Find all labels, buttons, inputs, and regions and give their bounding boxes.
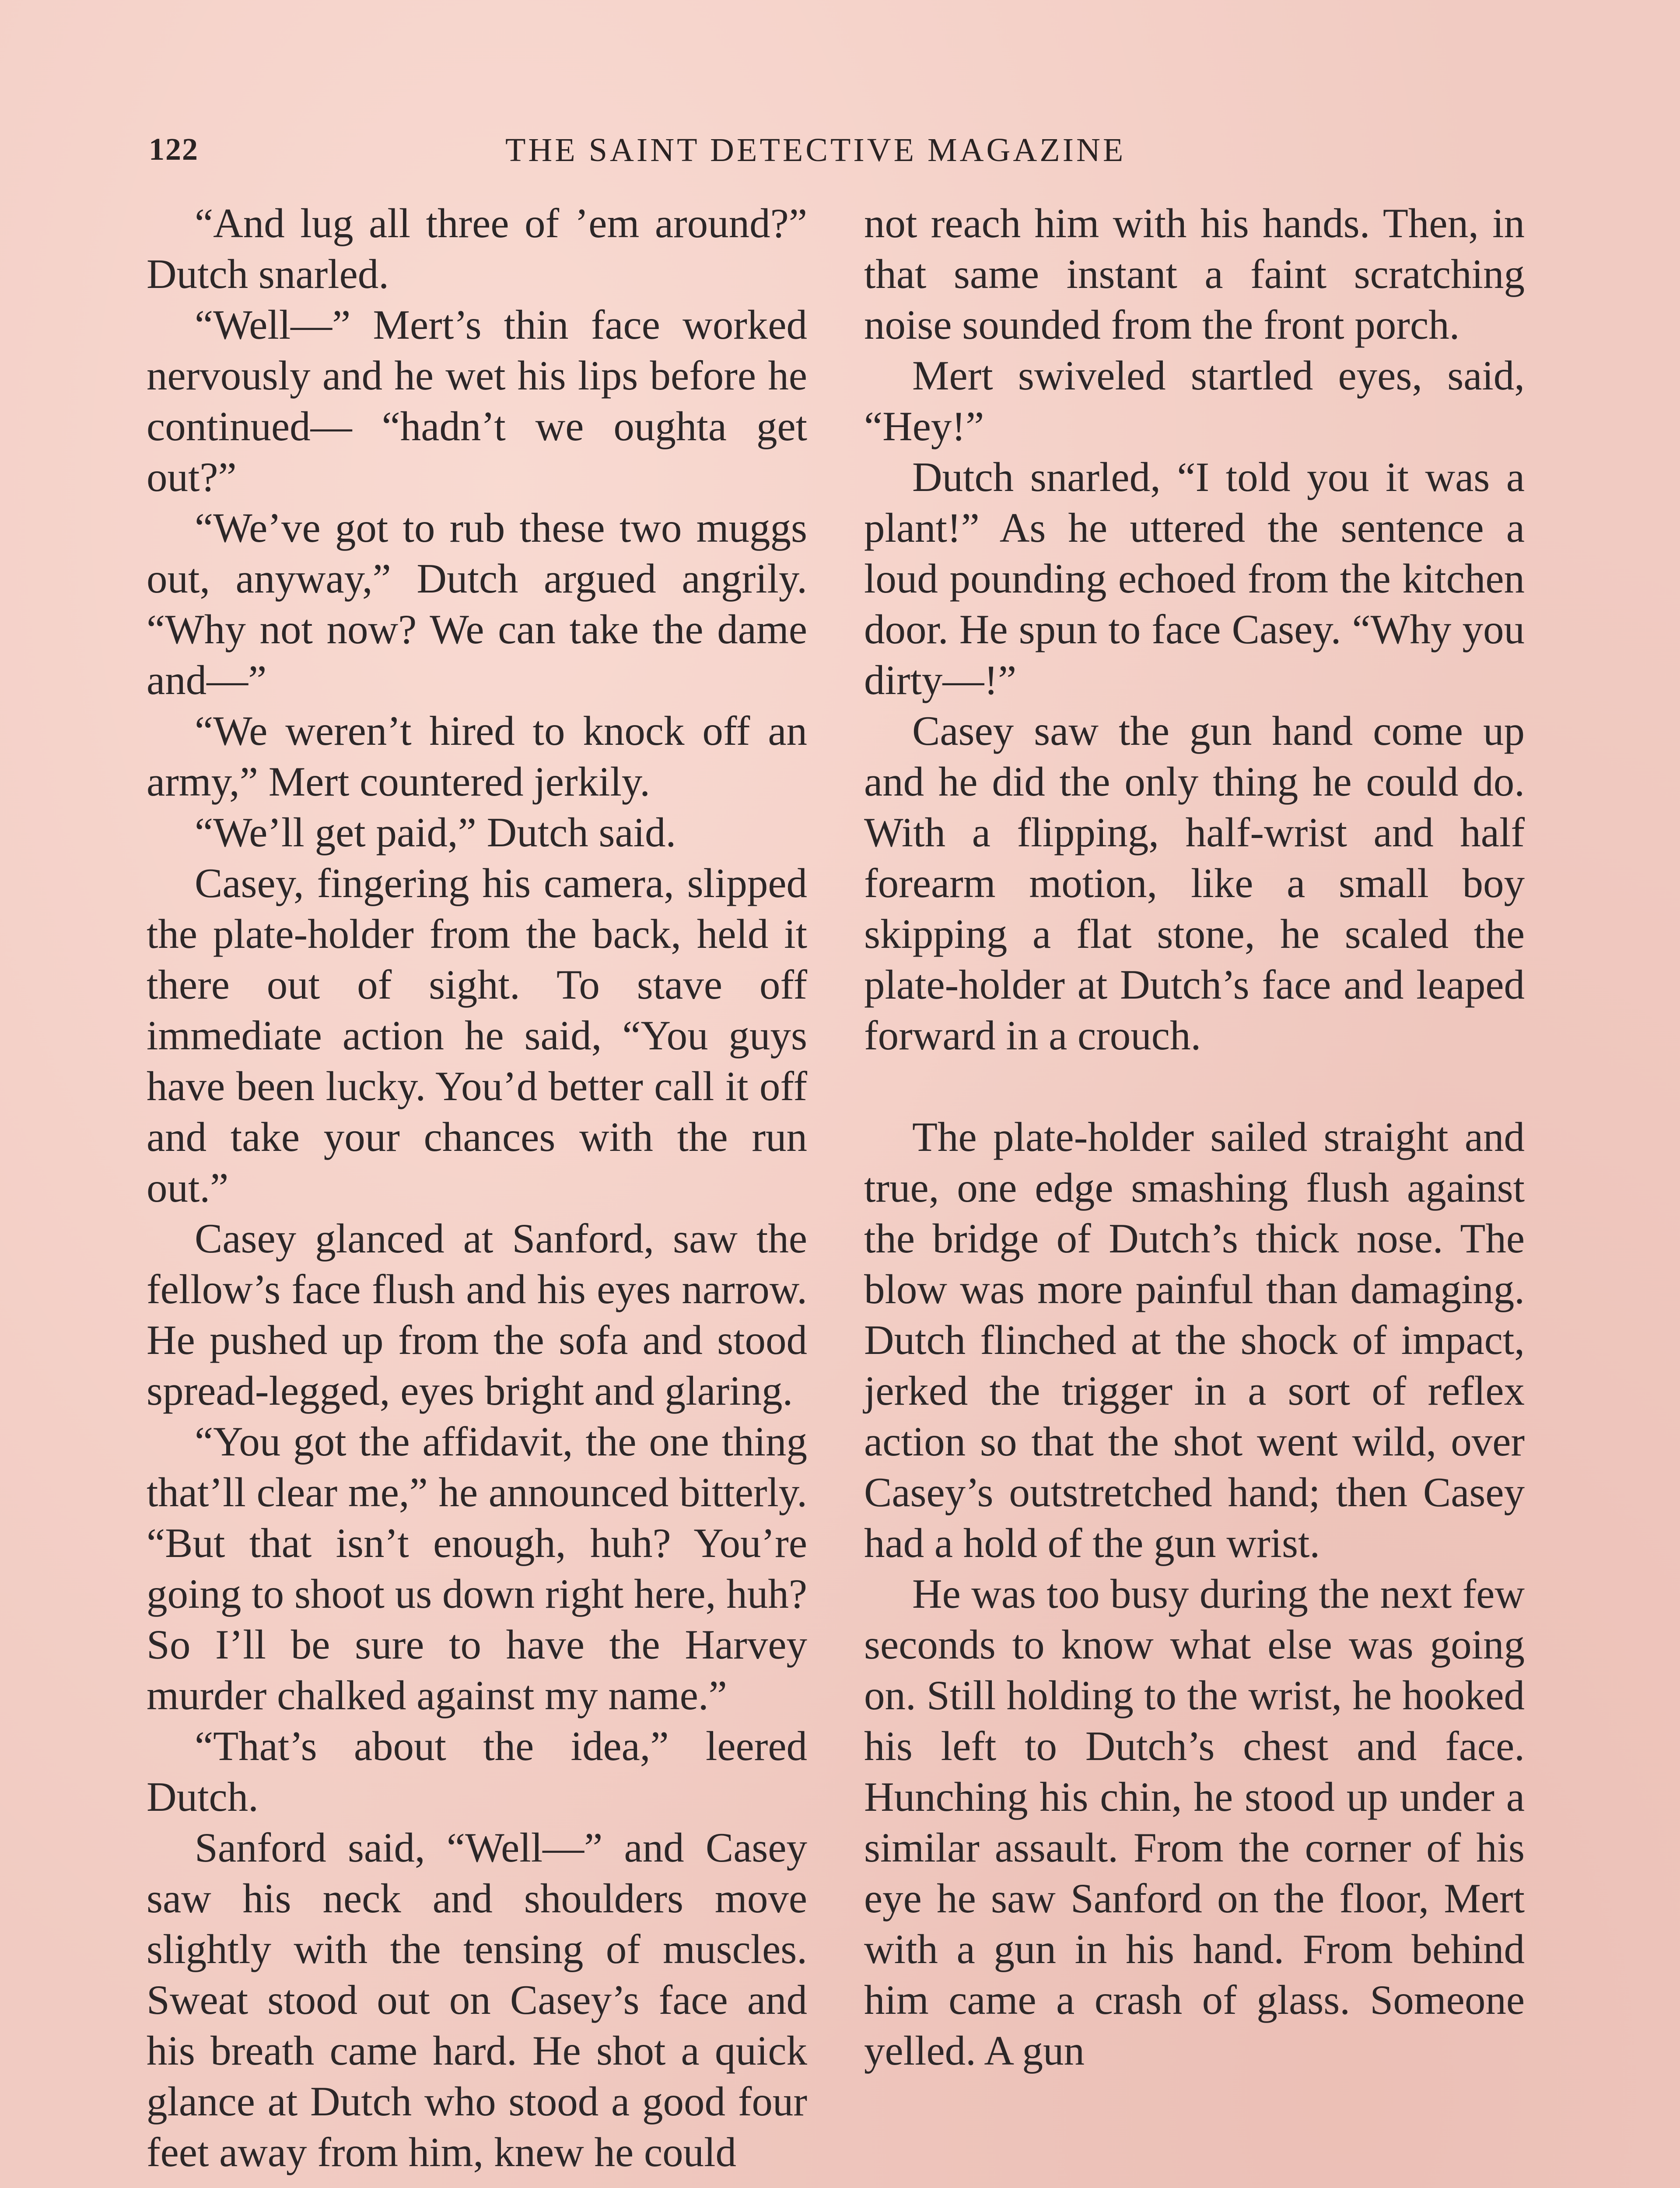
paragraph: Sanford said, “Well—” and Casey saw his neck and shoulders move slightly with the tensing of muscles. Sweat stood out on Casey’s face and his breath came hard. He shot a quick glance at Dutch who stood a good four feet away from him, knew he could — [147, 1824, 807, 2175]
paragraph: “You got the affidavit, the one thing that’ll clear me,” he announced bitterly. “But that isn’t enough, huh? You’re going to shoot us down right here, huh? So I’ll be sure to have the Harvey murder chalked against my name.” — [147, 1418, 807, 1718]
paragraph: “Well—” Mert’s thin face worked nervously and he wet his lips before he continued— “hadn’t we oughta get out?” — [147, 302, 807, 500]
paragraph: Casey, fingering his camera, slipped the plate-holder from the back, held it there out of sight. To stave off immediate action he said, “You guys have been lucky. You’d better call it off and take your chances with the run out.” — [147, 860, 807, 1211]
paragraph: He was too busy during the next few seconds to know what else was going on. Still holding to the wrist, he hooked his left to Dutch’s chest and face. Hunching his chin, he stood up under a similar assault. From the corner of his eye he saw Sanford on the floor, Mert with a gun in his hand. From behind him came a crash of glass. Someone yelled. A gun — [864, 1571, 1525, 2074]
paragraph: “And lug all three of ’em around?” Dutch snarled. — [147, 200, 807, 297]
paragraph-continued: not reach him with his hands. Then, in that same instant a faint scratching noise sounded from the front porch. — [864, 200, 1525, 348]
paragraph-section-start: The plate-holder sailed straight and true, one edge smashing flush against the bridge of Dutch’s thick nose. The blow was more painful than damaging. Dutch flinched at the shock of impact, jerked the trigger in a sort of reflex action so that the shot went wild, over Casey’s outstretched hand; then Casey had a hold of the gun wrist. — [864, 1114, 1525, 1566]
paragraph: “We weren’t hired to knock off an army,” Mert countered jerkily. — [147, 708, 807, 805]
paragraph: “That’s about the idea,” leered Dutch. — [147, 1723, 807, 1820]
left-column — [147, 198, 807, 2177]
paragraph: Dutch snarled, “I told you it was a plant!” As he uttered the sentence a loud pounding echoed from the kitchen door. He spun to face Casey. “Why you dirty—!” — [864, 454, 1525, 703]
running-title: THE SAINT DETECTIVE MAGAZINE — [505, 132, 1126, 168]
page-header — [149, 131, 1531, 179]
paragraph: “We’ll get paid,” Dutch said. — [195, 809, 676, 856]
paragraph: Mert swiveled startled eyes, said, “Hey!” — [864, 352, 1525, 449]
paragraph: Casey glanced at Sanford, saw the fellow’s face flush and his eyes narrow. He pushed up from the sofa and stood spread-legged, eyes bright and glaring. — [147, 1215, 807, 1414]
paragraph: Casey saw the gun hand come up and he did the only thing he could do. With a flipping, half-wrist and half forearm motion, like a small boy skipping a flat stone, he scaled the plate-holder at Dutch’s face and leaped forward in a crouch. — [864, 708, 1525, 1059]
page-number: 122 — [149, 132, 199, 167]
right-column — [864, 198, 1525, 2076]
paragraph: “We’ve got to rub these two muggs out, anyway,” Dutch argued angrily. “Why not now? We can take the dame and—” — [147, 505, 807, 703]
